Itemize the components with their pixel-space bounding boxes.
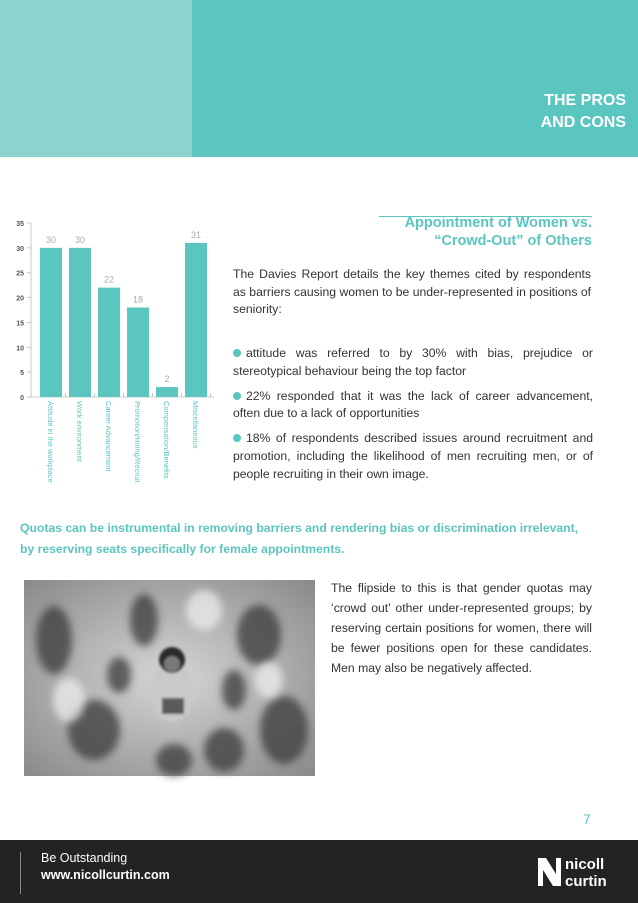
bar bbox=[156, 387, 178, 397]
logo-text-line2: curtin bbox=[565, 873, 607, 890]
nicoll-curtin-logo bbox=[535, 850, 627, 894]
y-tick-label: 15 bbox=[16, 320, 24, 328]
crowd-photo bbox=[24, 580, 315, 776]
bullet-dot-icon bbox=[233, 349, 241, 357]
bar-data-label: 31 bbox=[190, 229, 202, 240]
bar bbox=[40, 248, 62, 397]
bar bbox=[98, 288, 120, 397]
category-label: Work environment bbox=[75, 401, 84, 462]
logo-mark-icon bbox=[538, 858, 561, 886]
section-title bbox=[292, 214, 592, 250]
bullet-item bbox=[233, 388, 593, 424]
bullet-item bbox=[233, 430, 593, 483]
y-tick-label: 0 bbox=[20, 395, 24, 402]
intro-paragraph: The Davies Report details the key themes cited by respondents as barriers causing women to be under-represented in positions of seniority: bbox=[233, 267, 591, 316]
category-label: Attitude in the workplace bbox=[46, 401, 55, 483]
bar-data-label: 22 bbox=[103, 274, 115, 285]
bullet-text: attitude was referred to by 30% with bias, prejudice or stereotypical behaviour being the top factor bbox=[233, 346, 593, 378]
bullet-text: 18% of respondents described issues around recruitment and promotion, including the likelihood of men recruiting men, or of people recruiting in their own image. bbox=[233, 431, 593, 481]
bullet-list bbox=[233, 345, 593, 491]
bullet-dot-icon bbox=[233, 392, 241, 400]
category-label: Compensation/Benefits bbox=[162, 401, 171, 479]
crowd-photo-image bbox=[24, 580, 315, 776]
y-tick-label: 5 bbox=[20, 370, 24, 378]
bar bbox=[127, 308, 149, 397]
page-title-line2: AND CONS bbox=[540, 114, 626, 131]
y-tick-label: 10 bbox=[16, 345, 24, 353]
y-tick-label: 20 bbox=[16, 295, 24, 303]
bar bbox=[69, 248, 91, 397]
section-title-line1: Appointment of Women vs. bbox=[404, 215, 592, 231]
footer bbox=[0, 840, 638, 903]
bullet-item bbox=[233, 345, 593, 381]
category-label: Career Advancement bbox=[104, 401, 113, 472]
page-title-line1: THE PROS bbox=[544, 92, 626, 109]
bar-chart bbox=[18, 208, 218, 508]
footer-tagline: Be Outstanding bbox=[41, 851, 128, 865]
category-label: Promotion/Hiring/Recruit bbox=[133, 401, 142, 483]
website-link[interactable]: www.nicollcurtin.com bbox=[41, 868, 170, 882]
bullet-dot-icon bbox=[233, 434, 241, 442]
pull-quote: Quotas can be instrumental in removing barriers and rendering bias or discrimination irrelevant, by reserving seats specifically for female appointments. bbox=[20, 521, 579, 556]
bar-data-label: 30 bbox=[74, 234, 86, 245]
y-tick-label: 25 bbox=[16, 270, 24, 278]
y-tick-label: 30 bbox=[16, 245, 24, 253]
bar-data-label: 18 bbox=[132, 294, 144, 305]
bar bbox=[185, 243, 207, 397]
footer-divider bbox=[20, 852, 21, 894]
bar-data-label: 2 bbox=[164, 374, 170, 385]
page-title bbox=[541, 90, 626, 134]
y-tick-label: 35 bbox=[16, 221, 24, 228]
section-title-line2: “Crowd-Out” of Others bbox=[434, 233, 592, 249]
bar-data-label: 30 bbox=[45, 234, 57, 245]
page-number: 7 bbox=[583, 811, 591, 827]
bullet-text: 22% responded that it was the lack of career advancement, often due to a lack of opportunities bbox=[233, 388, 593, 421]
category-label: Miscellaneous bbox=[191, 401, 200, 449]
logo-text-line1: nicoll bbox=[565, 856, 605, 873]
flipside-paragraph: The flipside to this is that gender quotas may ‘crowd out’ other under-represented groups; by reserving certain positions for women, there will be fewer positions open for these candidates. Men may also be negatively affected. bbox=[331, 581, 592, 675]
